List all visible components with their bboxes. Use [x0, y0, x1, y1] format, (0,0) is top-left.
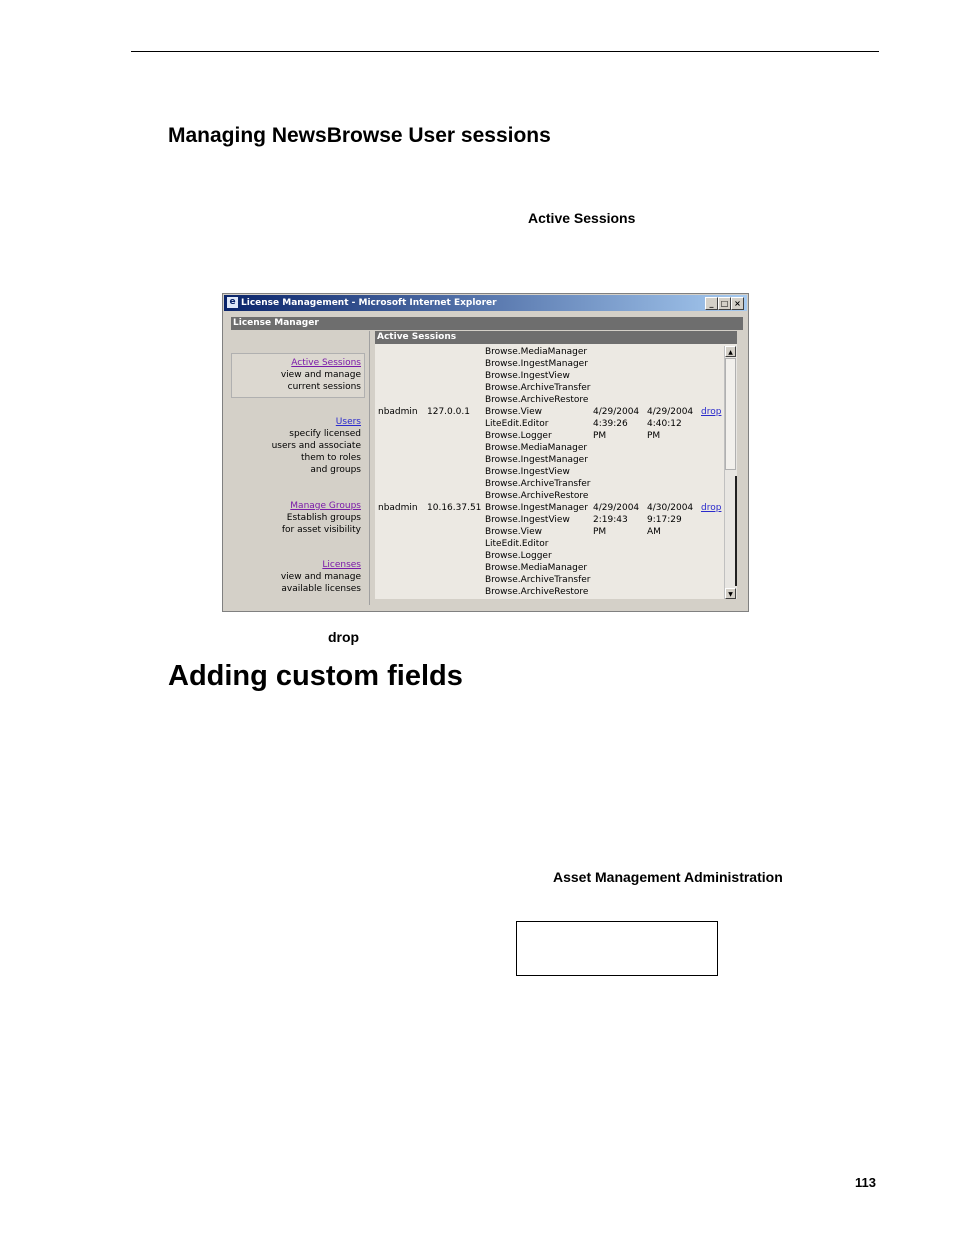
vertical-scrollbar[interactable] [724, 346, 737, 599]
empty-figure-box [516, 921, 718, 976]
window-titlebar [224, 295, 747, 311]
active-sessions-link[interactable]: Active Sessions [291, 358, 361, 368]
app-item: Browse.Logger [485, 551, 552, 561]
nav-desc: current sessions [287, 382, 361, 392]
nav-item-manage-groups [231, 500, 365, 536]
last-date: 4/29/2004 [647, 407, 694, 417]
session-start [593, 502, 639, 538]
active-sessions-label: Active Sessions [528, 210, 636, 226]
license-management-window [222, 293, 749, 612]
app-item: Browse.IngestManager [485, 359, 588, 369]
drop-label: drop [328, 629, 360, 645]
app-item: Browse.MediaManager [485, 563, 588, 573]
ie-icon: e [227, 297, 238, 308]
app-list [485, 406, 591, 502]
app-item: LiteEdit.Editor [485, 539, 549, 549]
start-date: 4/29/2004 [593, 407, 640, 417]
last-ampm: AM [647, 527, 661, 537]
section-heading: Managing NewsBrowse User sessions [168, 124, 551, 147]
licenses-link[interactable]: Licenses [322, 560, 361, 570]
scroll-thumb[interactable] [725, 358, 736, 470]
table-row [375, 502, 721, 598]
session-user: nbadmin [378, 407, 418, 417]
session-last [647, 406, 693, 442]
start-time: 4:39:26 [593, 419, 628, 429]
manage-groups-link[interactable]: Manage Groups [290, 501, 361, 511]
session-ip: 127.0.0.1 [427, 407, 470, 417]
nav-item-active-sessions [231, 353, 365, 398]
drop-link[interactable]: drop [701, 407, 722, 417]
app-item: Browse.ArchiveTransfer [485, 479, 591, 489]
nav-desc: available licenses [281, 584, 361, 594]
start-ampm: PM [593, 431, 607, 441]
maximize-button[interactable]: □ [718, 297, 731, 310]
license-manager-body [229, 331, 743, 605]
scroll-track [735, 476, 737, 586]
nav-desc: them to roles [300, 453, 361, 463]
last-time: 4:40:12 [647, 419, 682, 429]
active-sessions-panel [375, 331, 737, 599]
app-item: LiteEdit.Editor [485, 419, 549, 429]
app-list [485, 346, 591, 406]
page-number: 113 [855, 1175, 876, 1190]
nav-desc: and groups [310, 465, 361, 475]
minimize-button[interactable]: _ [705, 297, 718, 310]
scroll-up-icon[interactable]: ▲ [725, 346, 736, 357]
app-item: Browse.ArchiveRestore [485, 395, 589, 405]
nav-item-users [231, 416, 365, 476]
app-item: Browse.MediaManager [485, 347, 588, 357]
license-manager-header: License Manager [231, 317, 743, 330]
start-date: 4/29/2004 [593, 503, 640, 513]
app-item: Browse.Logger [485, 431, 552, 441]
scroll-down-icon[interactable]: ▼ [725, 588, 736, 599]
table-row [375, 346, 721, 406]
start-time: 2:19:43 [593, 515, 628, 525]
app-item: Browse.ArchiveTransfer [485, 383, 591, 393]
session-last [647, 502, 693, 538]
app-list [485, 502, 591, 598]
last-date: 4/30/2004 [647, 503, 694, 513]
nav-desc: for asset visibility [281, 525, 361, 535]
app-item: Browse.IngestManager [485, 503, 588, 513]
users-link[interactable]: Users [335, 417, 361, 427]
header-rule [131, 51, 879, 52]
session-ip: 10.16.37.51 [427, 503, 482, 513]
app-item: Browse.ArchiveRestore [485, 491, 589, 501]
nav-desc: Establish groups [286, 513, 361, 523]
table-row [375, 406, 721, 502]
nav-desc: view and manage [280, 572, 361, 582]
nav-desc: users and associate [271, 441, 361, 451]
main-heading: Adding custom fields [168, 660, 463, 692]
session-user: nbadmin [378, 503, 418, 513]
app-item: Browse.IngestView [485, 371, 570, 381]
asset-admin-label: Asset Management Administration [553, 869, 783, 885]
app-item: Browse.IngestView [485, 515, 570, 525]
app-item: Browse.IngestManager [485, 455, 588, 465]
app-item: Browse.View [485, 407, 542, 417]
last-time: 9:17:29 [647, 515, 682, 525]
app-item: Browse.ArchiveRestore [485, 587, 589, 597]
nav-desc: specify licensed [289, 429, 361, 439]
close-button[interactable]: × [731, 297, 744, 310]
start-ampm: PM [593, 527, 607, 537]
nav-sidebar [229, 331, 370, 605]
active-sessions-header: Active Sessions [375, 331, 737, 344]
drop-link[interactable]: drop [701, 503, 722, 513]
window-title: License Management - Microsoft Internet Explorer [241, 298, 497, 308]
nav-desc: view and manage [280, 370, 361, 380]
app-item: Browse.IngestView [485, 467, 570, 477]
app-item: Browse.View [485, 527, 542, 537]
nav-item-licenses [231, 559, 365, 595]
last-ampm: PM [647, 431, 661, 441]
session-start [593, 406, 639, 442]
app-item: Browse.MediaManager [485, 443, 588, 453]
app-item: Browse.ArchiveTransfer [485, 575, 591, 585]
